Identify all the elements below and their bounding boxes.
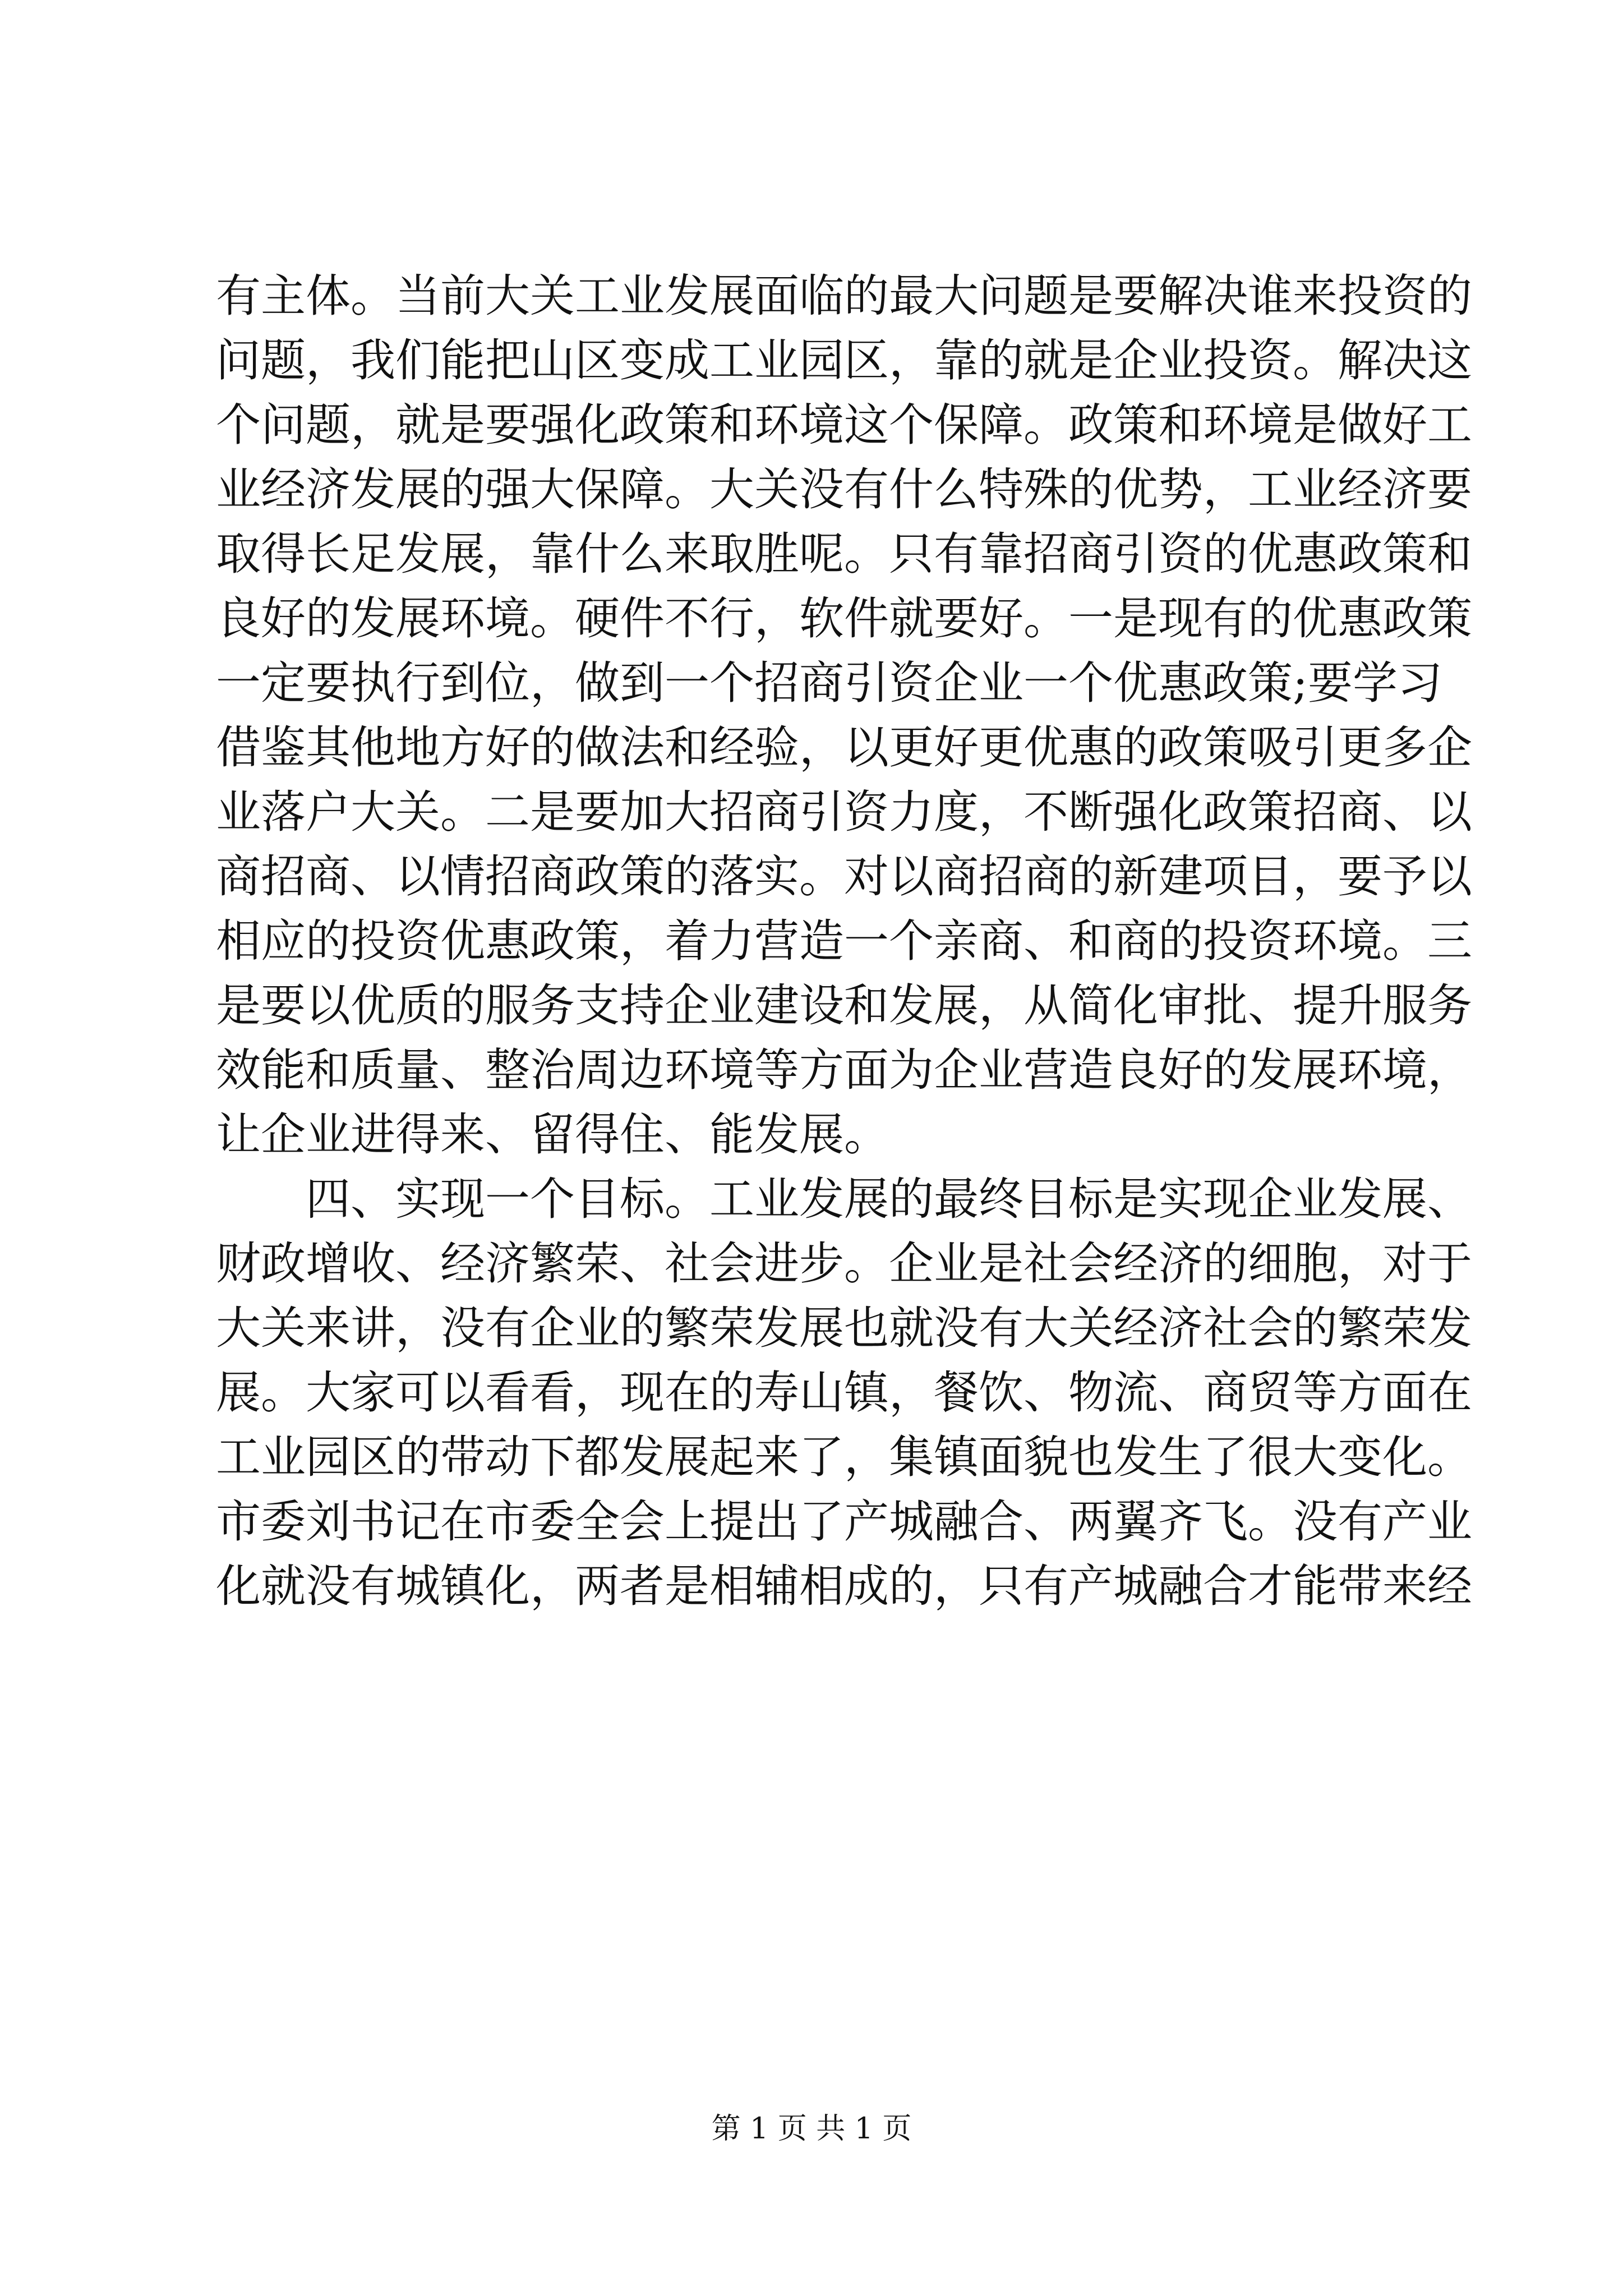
page-number-label: 第 1 页 共 1 页	[711, 2112, 912, 2146]
text-line: 商招商、以情招商政策的落实。对以商招商的新建项目，要予以	[216, 850, 1472, 903]
text-line: 展。大家可以看看，现在的寿山镇，餐饮、物流、商贸等方面在	[216, 1366, 1472, 1419]
text-line: 问题，我们能把山区变成工业园区，靠的就是企业投资。解决这	[216, 334, 1472, 386]
text-line: 个问题，就是要强化政策和环境这个保障。政策和环境是做好工	[216, 399, 1472, 451]
text-line: 业经济发展的强大保障。大关没有什么特殊的优势，工业经济要	[216, 463, 1472, 516]
text-line: 相应的投资优惠政策，着力营造一个亲商、和商的投资环境。三	[216, 915, 1472, 967]
text-line: 大关来讲，没有企业的繁荣发展也就没有大关经济社会的繁荣发	[216, 1302, 1472, 1354]
page-footer	[0, 2109, 1623, 2148]
text-line: 让企业进得来、留得住、能发展。	[216, 1108, 889, 1161]
text-line: 借鉴其他地方好的做法和经验，以更好更优惠的政策吸引更多企	[216, 721, 1472, 774]
text-line: 财政增收、经济繁荣、社会进步。企业是社会经济的细胞，对于	[216, 1237, 1472, 1290]
text-line: 化就没有城镇化，两者是相辅相成的，只有产城融合才能带来经	[216, 1560, 1472, 1612]
body-text	[216, 264, 1472, 1618]
text-line: 业落户大关。二是要加大招商引资力度，不断强化政策招商、以	[216, 786, 1472, 838]
text-line: 良好的发展环境。硬件不行，软件就要好。一是现有的优惠政策	[216, 592, 1472, 645]
text-line: 取得长足发展，靠什么来取胜呢。只有靠招商引资的优惠政策和	[216, 528, 1472, 580]
text-line: 工业园区的带动下都发展起来了，集镇面貌也发生了很大变化。	[216, 1431, 1472, 1483]
text-line: 效能和质量、整治周边环境等方面为企业营造良好的发展环境，	[216, 1044, 1472, 1096]
text-line: 是要以优质的服务支持企业建设和发展，从简化审批、提升服务	[216, 979, 1472, 1032]
text-line: 市委刘书记在市委全会上提出了产城融合、两翼齐飞。没有产业	[216, 1496, 1472, 1548]
text-line: 有主体。当前大关工业发展面临的最大问题是要解决谁来投资的	[216, 270, 1472, 322]
text-line: 四、实现一个目标。工业发展的最终目标是实现企业发展、	[216, 1173, 1472, 1225]
text-line: 一定要执行到位，做到一个招商引资企业一个优惠政策;要学习	[216, 657, 1442, 709]
